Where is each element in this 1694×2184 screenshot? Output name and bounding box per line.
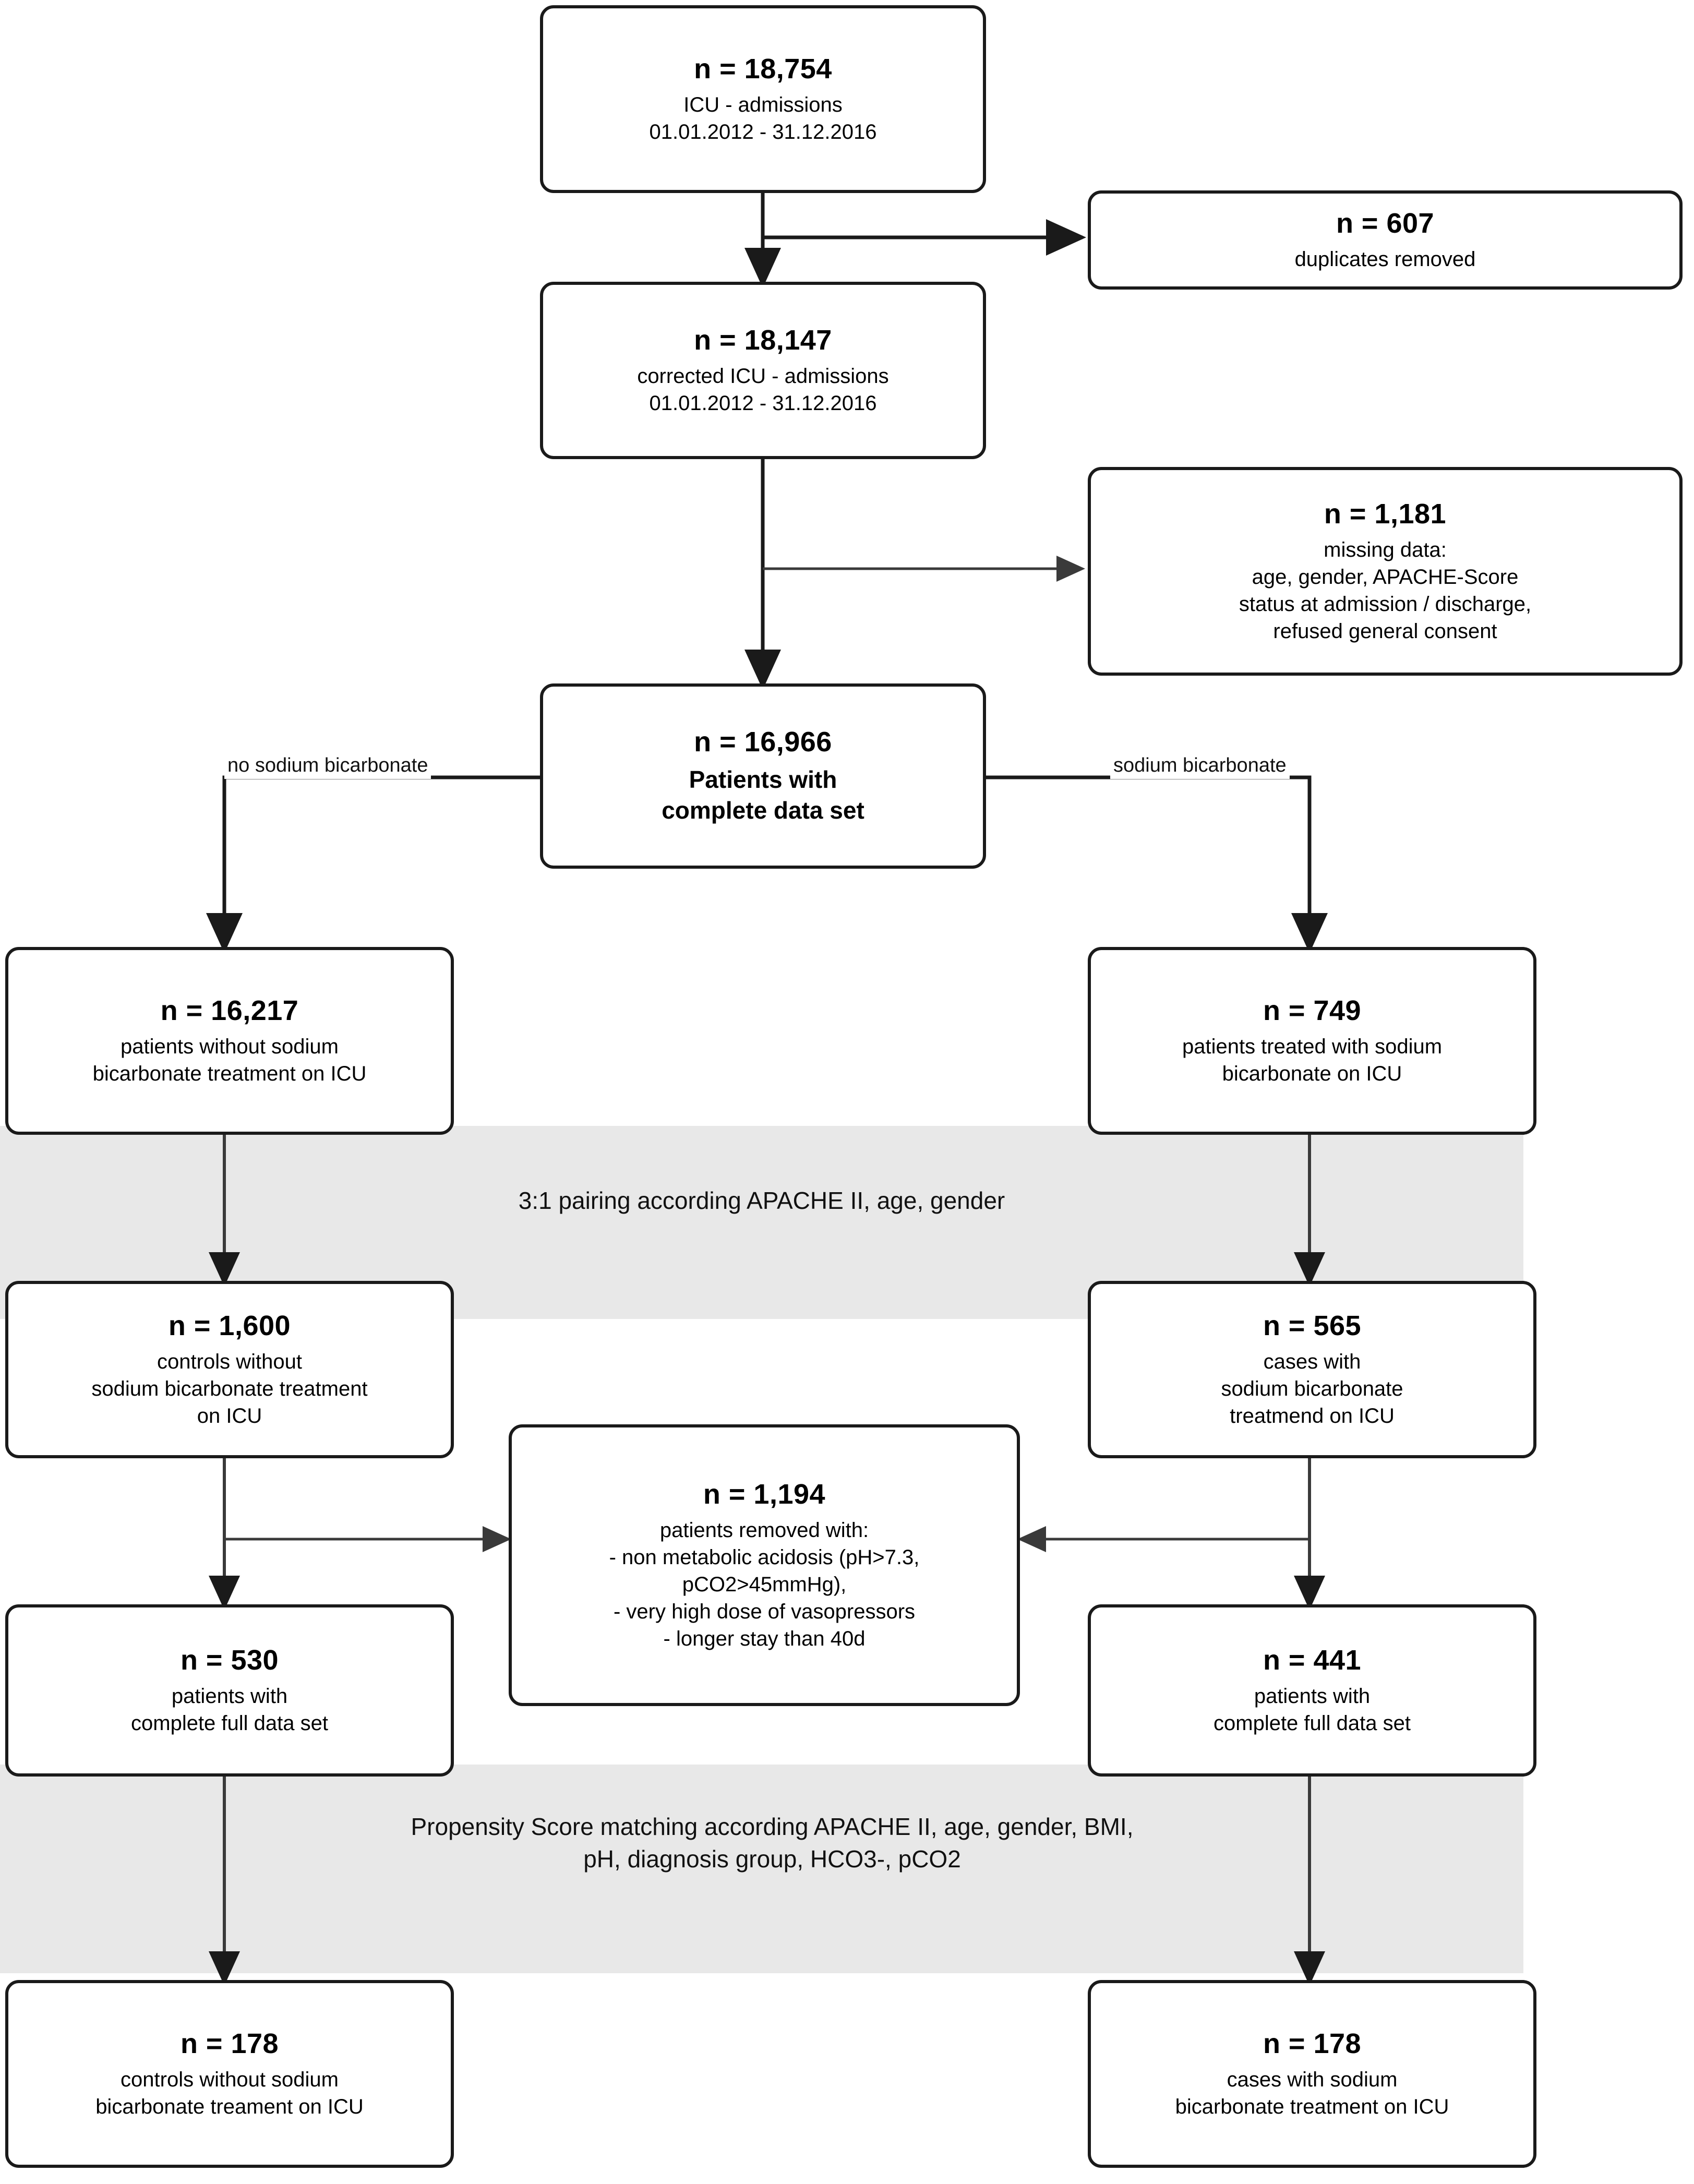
node-icu-admissions-body — [650, 91, 877, 146]
node-controls-full-body — [131, 1683, 328, 1737]
band-pairing-line1: 3:1 pairing according APACHE II, — [518, 1187, 870, 1214]
node-cases-paired — [1088, 1281, 1536, 1458]
node-cases-paired-count: n = 565 — [1263, 1310, 1362, 1342]
node-controls-matched — [5, 1980, 454, 2168]
node-controls-paired-count: n = 1,600 — [168, 1310, 291, 1342]
node-cases-paired-line2: sodium bicarbonate — [1221, 1377, 1403, 1400]
node-corrected-line2: 01.01.2012 - 31.12.2016 — [649, 391, 877, 415]
node-duplicates-line1: duplicates removed — [1294, 247, 1476, 271]
band-propensity-line1: Propensity Score matching according — [411, 1813, 809, 1840]
node-no-bicarb-count: n = 16,217 — [160, 995, 299, 1027]
node-cases-full-data — [1088, 1604, 1536, 1777]
node-missing-data-line3: status at admission / discharge, — [1239, 592, 1532, 616]
node-corrected-admissions — [540, 282, 986, 459]
node-removed-count: n = 1,194 — [703, 1479, 826, 1510]
node-controls-paired-line3: on ICU — [197, 1404, 262, 1427]
node-icu-admissions-line1: ICU - admissions — [683, 93, 843, 116]
node-removed-body — [609, 1517, 920, 1652]
node-duplicates-body — [1295, 246, 1476, 273]
node-controls-matched-line2: bicarbonate treament on ICU — [95, 2095, 364, 2118]
node-duplicates-removed — [1088, 190, 1683, 290]
node-removed-line5: - longer stay than 40d — [663, 1627, 866, 1650]
node-removed-line3: pCO2>45mmHg), — [682, 1573, 847, 1596]
node-removed-line4: - very high dose of vasopressors — [613, 1600, 916, 1623]
node-cases-full-line2: complete full data set — [1214, 1711, 1411, 1735]
node-patients-treated-with-bicarbonate — [1088, 947, 1536, 1135]
node-controls-paired — [5, 1281, 454, 1458]
node-duplicates-count: n = 607 — [1336, 208, 1435, 239]
node-bicarb-line1: patients treated with sodium — [1182, 1035, 1443, 1058]
node-complete-data-count: n = 16,966 — [694, 726, 832, 758]
band-propensity-line2: APACHE II, age, gender, BMI, pH, — [583, 1813, 1134, 1873]
band-label-propensity — [407, 1810, 1137, 1875]
node-complete-data-body — [662, 764, 864, 827]
node-missing-data-line4: refused general consent — [1273, 619, 1497, 643]
node-controls-paired-line2: sodium bicarbonate treatment — [91, 1377, 368, 1400]
node-cases-matched-line1: cases with sodium — [1227, 2068, 1398, 2091]
band-label-pairing — [386, 1184, 1137, 1217]
node-patients-without-bicarbonate — [5, 947, 454, 1135]
node-icu-admissions-count: n = 18,754 — [694, 53, 832, 85]
node-corrected-body — [637, 363, 888, 417]
node-controls-paired-body — [91, 1348, 367, 1430]
node-corrected-count: n = 18,147 — [694, 325, 832, 356]
node-cases-paired-line3: treatmend on ICU — [1230, 1404, 1395, 1427]
node-cases-paired-body — [1221, 1348, 1403, 1430]
node-controls-matched-body — [95, 2066, 364, 2120]
node-removed-line1: patients removed with: — [659, 1518, 869, 1542]
node-bicarb-body — [1182, 1033, 1442, 1087]
node-cases-matched — [1088, 1980, 1536, 2168]
node-complete-data-set — [540, 683, 986, 869]
node-cases-matched-line2: bicarbonate treatment on ICU — [1175, 2095, 1449, 2118]
node-no-bicarb-line2: bicarbonate treatment on ICU — [92, 1062, 367, 1085]
node-icu-admissions-line2: 01.01.2012 - 31.12.2016 — [649, 120, 877, 143]
node-controls-full-data — [5, 1604, 454, 1777]
node-corrected-line1: corrected ICU - admissions — [637, 364, 889, 388]
node-complete-data-line1: Patients with — [689, 765, 837, 793]
node-missing-data-body — [1239, 536, 1531, 645]
node-missing-data-line1: missing data: — [1324, 538, 1447, 561]
node-cases-paired-line1: cases with — [1263, 1350, 1361, 1373]
node-controls-paired-line1: controls without — [157, 1350, 302, 1373]
node-no-bicarb-line1: patients without sodium — [120, 1035, 339, 1058]
edge-label-no-sodium-bicarbonate: no sodium bicarbonate — [224, 753, 431, 779]
node-controls-matched-count: n = 178 — [180, 2028, 279, 2060]
node-missing-data — [1088, 467, 1683, 676]
node-bicarb-count: n = 749 — [1263, 995, 1362, 1027]
node-patients-removed — [509, 1424, 1020, 1706]
node-missing-data-count: n = 1,181 — [1324, 498, 1447, 530]
node-cases-matched-count: n = 178 — [1263, 2028, 1362, 2060]
node-controls-full-line2: complete full data set — [131, 1711, 328, 1735]
node-icu-admissions — [540, 5, 986, 193]
node-controls-matched-line1: controls without sodium — [121, 2068, 339, 2091]
node-cases-full-line1: patients with — [1254, 1684, 1371, 1708]
band-propensity-line3: diagnosis group, HCO3-, pCO2 — [627, 1845, 961, 1873]
node-cases-full-count: n = 441 — [1263, 1645, 1362, 1676]
node-missing-data-line2: age, gender, APACHE-Score — [1252, 565, 1519, 589]
node-removed-line2: - non metabolic acidosis (pH>7.3, — [609, 1545, 920, 1569]
node-cases-full-body — [1214, 1683, 1411, 1737]
node-controls-full-line1: patients with — [171, 1684, 288, 1708]
edge-label-sodium-bicarbonate: sodium bicarbonate — [1110, 753, 1290, 779]
band-pairing-line2: age, gender — [876, 1187, 1005, 1214]
node-bicarb-line2: bicarbonate on ICU — [1222, 1062, 1402, 1085]
node-controls-full-count: n = 530 — [180, 1645, 279, 1676]
node-complete-data-line2: complete data set — [662, 797, 864, 824]
node-no-bicarb-body — [93, 1033, 367, 1087]
node-cases-matched-body — [1175, 2066, 1449, 2120]
